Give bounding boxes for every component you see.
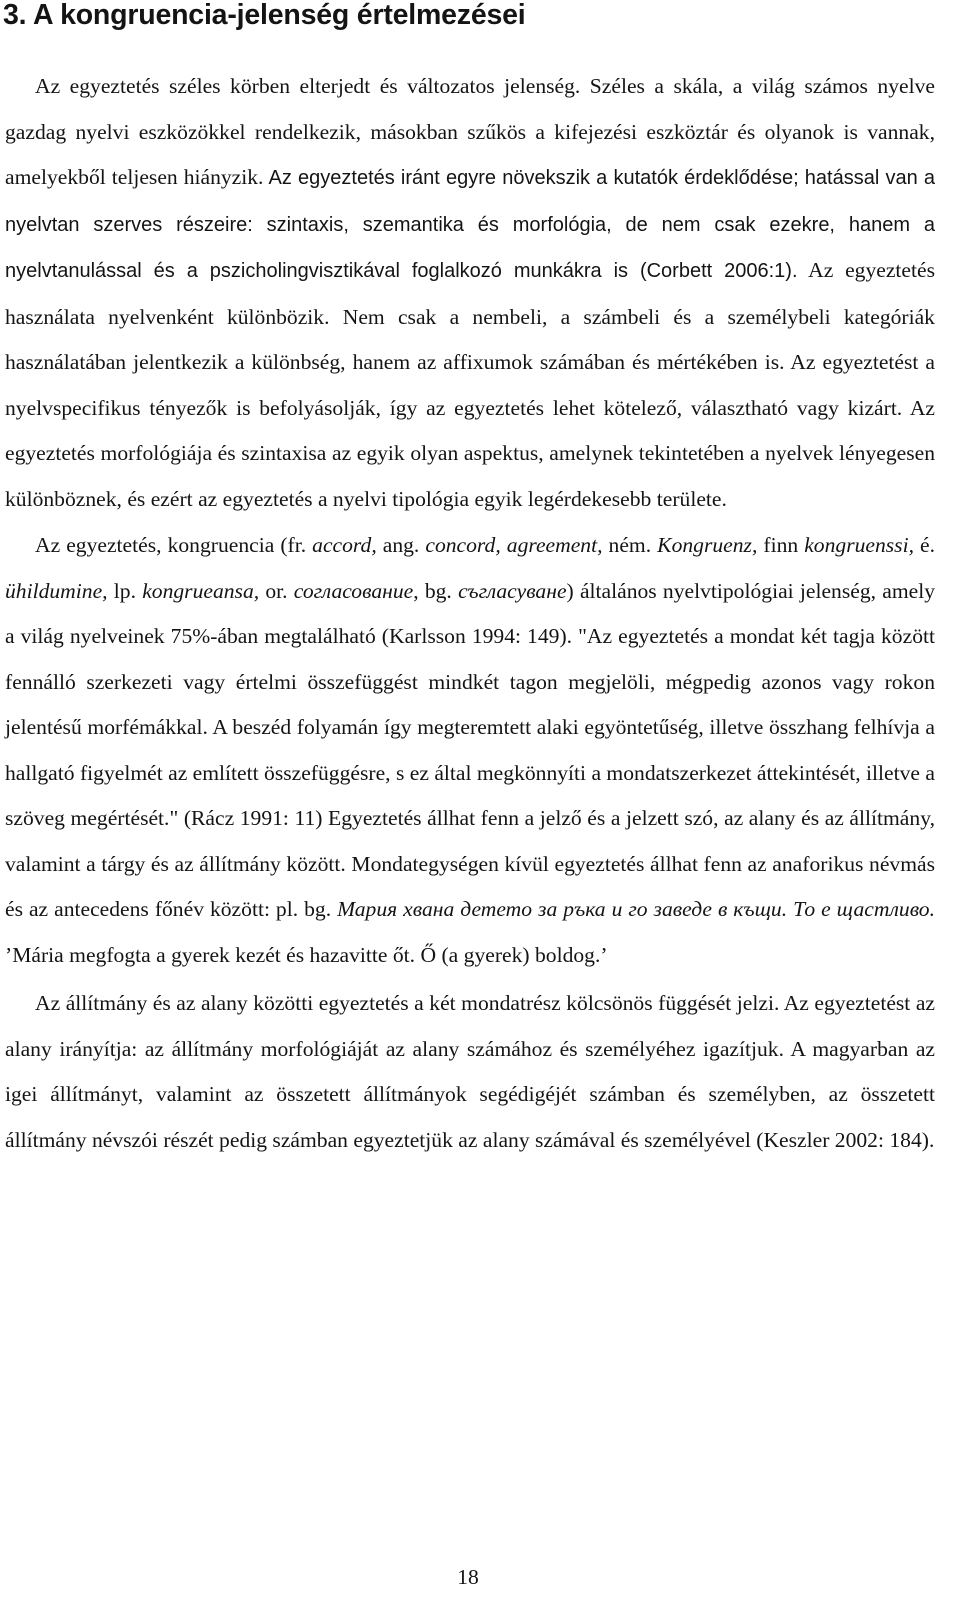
italic-term: concord, agreement, <box>425 533 603 557</box>
paragraph-1-part-1: Az egyeztetés széles körben elterjedt és változatos jelenség. Széles a skála, a világ számos nyelve gazdag nyelvi eszközökkel rendelkezik, másokban szűkös a kifejezési eszköztár és olyanok is vannak, amelyekből teljesen hiányzik. <box>5 74 935 189</box>
italic-term: ühildumine, <box>5 578 108 603</box>
italic-term: accord, <box>312 533 377 557</box>
italic-term: Kongruenz, <box>657 533 758 557</box>
body-text <box>5 64 935 1163</box>
text-run: or. <box>259 578 294 603</box>
text-run: ) általános nyelvtipológiai jelenség, amely a világ nyelveinek 75%-ában megtalálható (Karlsson 1994: 149). "Az egyeztetés a mondat két tagja között fennálló szerkezeti vagy értelmi összefüggést mindkét tagon megjelöli, mégpedig azonos vagy rokon jelentésű morfémákkal. A beszéd folyamán így megteremtett alaki egyöntetűség, illetve összhang felhívja a hallgató figyelmét az említett összefüggésre, s ez által megkönnyíti a mondatszerkezet áttekintését, illetve a szöveg megértését." (Rácz 1991: 11) Egyeztetés állhat fenn a jelző és a jelzett szó, az alany és az állítmány, valamint a tárgy és az állítmány között. Mondategységen kívül egyeztetés állhat fenn az anaforikus névmás és az antecedens főnév között: pl. bg. <box>5 578 936 921</box>
text-run: finn <box>757 533 805 557</box>
section-heading: 3. A kongruencia-jelenség értelmezései <box>3 0 526 31</box>
paragraph-1 <box>5 64 935 522</box>
italic-term: kongruenssi, <box>804 533 914 557</box>
page-number: 18 <box>457 1565 479 1589</box>
text-run: Az egyeztetés, kongruencia (fr. <box>35 533 313 557</box>
text-run: é. <box>913 533 936 557</box>
paragraph-1-part-2: Az egyeztetés iránt egyre növekszik a kutatók érdeklődése; hatással van a nyelvtan szerves részeire: szintaxis, szemantika és morfológia, de nem csak ezekre, hanem a nyelvtanulással és a pszicholingvisztikával foglalkozó munkákra is (Corbett 2006:1). <box>5 167 935 282</box>
paragraph-1-part-6: Az egyeztetés morfológiája és szintaxisa az egyik olyan aspektus, amelynek tekintetében a nyelvek lényegesen különböznek, és ezért az egyeztetés a nyelvi tipológia egyik legérdekesebb területe. <box>5 395 936 511</box>
text-run: ném. <box>602 533 658 557</box>
italic-term: съгласуване <box>458 578 567 603</box>
text-run: ’Mária megfogta a gyerek kezét és hazavitte őt. Ő (a gyerek) boldog.’ <box>5 942 608 967</box>
italic-example: Мария хвана детето за ръка и го заведе в къщи. То е щастливо. <box>337 897 935 921</box>
text-run: ang. <box>376 533 426 557</box>
text-run: lp. <box>107 578 143 603</box>
italic-term: согласование <box>293 578 414 603</box>
text-run: , bg. <box>413 578 459 603</box>
paragraph-1-part-3: Az egyeztetés használata nyelvenként különbözik. <box>5 258 935 329</box>
italic-term: kongrueansa, <box>142 578 260 603</box>
paragraph-1-part-4: Nem csak a nembeli, a számbeli és a személybeli kategóriák használatában jelentkezik a különbség, hanem az affixumok számában és mértékében is. <box>5 304 935 374</box>
paragraph-3: Az állítmány és az alany közötti egyeztetés a két mondatrész kölcsönös függését jelzi. Az egyeztetést az alany irányítja: az állítmány morfológiáját az alany számához és személyéhez igazítjuk. A magyarban az igei állítmányt, valamint az összetett állítmányok segédigéjét számban és személyben, az összetett állítmány névszói részét pedig számban egyeztetjük az alany számával és személyével (Keszler 2002: 184). <box>5 991 935 1152</box>
paragraph-2 <box>5 523 935 978</box>
paragraph-1-part-5: Az egyeztetést a nyelvspecifikus tényezők is befolyásolják, így az egyeztetés lehet kötelező, választható vagy kizárt. <box>5 350 935 420</box>
